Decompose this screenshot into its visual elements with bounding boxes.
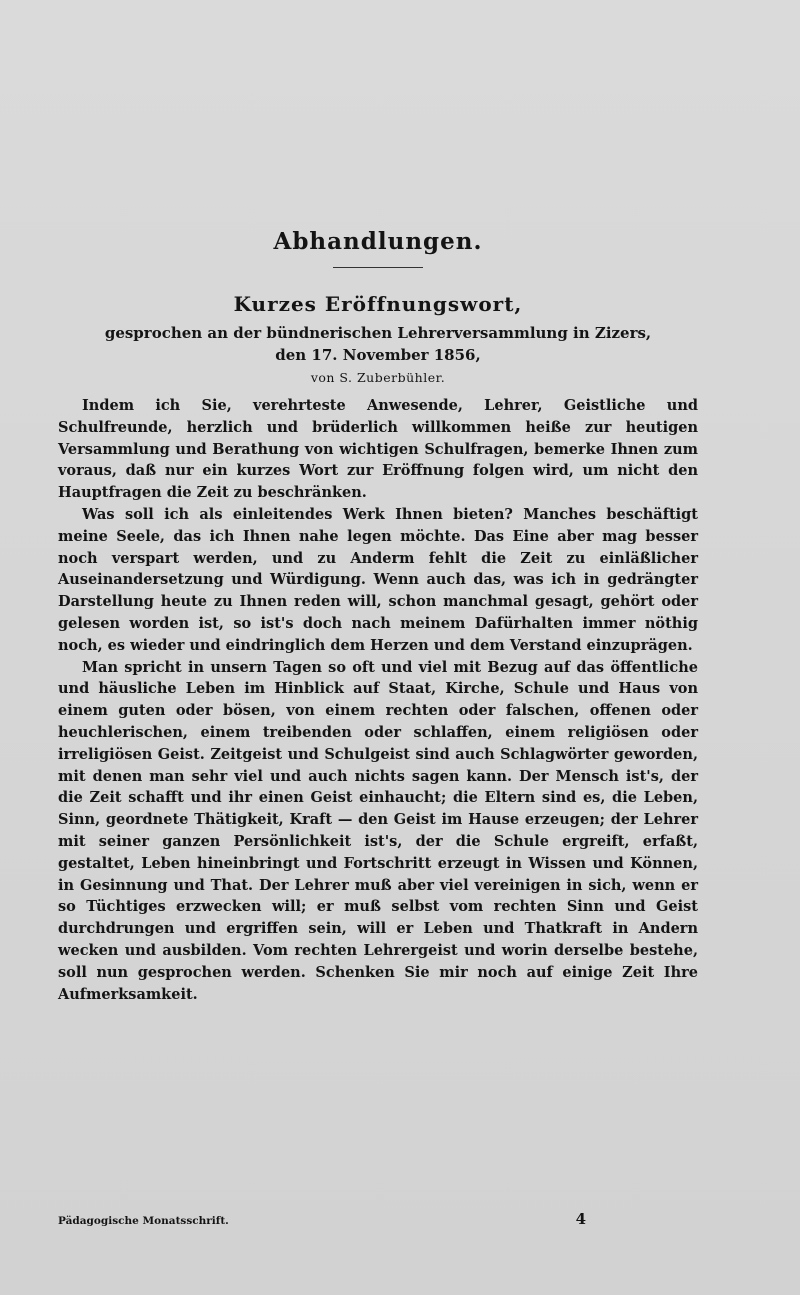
page-footer [58,1210,698,1228]
paragraph-3: Man spricht in unsern Tagen so oft und viel mit Bezug auf das öffentliche und häusliche Leben im Hinblick auf Staat, Kirche, Schule und Haus von einem guten oder bösen, von einem rechten oder falschen, offenen oder heuchlerischen, einem treibenden oder schlaffen, einem religiösen oder irreligiösen Geist. Zeitgeist und Schulgeist sind auch Schlagwörter geworden, mit denen man sehr viel und auch nichts sagen kann. Der Mensch ist's, der die Zeit schafft und ihr einen Geist einhaucht; die Eltern sind es, die Leben, Sinn, geordnete Thätigkeit, Kraft — den Geist im Hause erzeugen; der Lehrer mit seiner ganzen Persönlichkeit ist's, der die Schule ergreift, erfaßt, gestaltet, Leben hineinbringt und Fortschritt erzeugt in Wissen und Können, in Gesinnung und That. Der Lehrer muß aber viel vereinigen in sich, wenn er so Tüchtiges erzwecken will; er muß selbst vom rechten Sinn und Geist durchdrungen und ergriffen sein, will er Leben und Thatkraft in Andern wecken und ausbilden. Vom rechten Lehrergeist und worin derselbe bestehe, soll nun gesprochen werden. Schenken Sie mir noch auf einige Zeit Ihre Aufmerksamkeit. [58,658,698,1003]
journal-name: Pädagogische Monatsschrift. [58,1215,229,1227]
author-line: von S. Zuberbühler. [310,370,446,385]
title-rule [333,267,423,268]
paragraph-1: Indem ich Sie, verehrteste Anwesende, Lehrer, Geistliche und Schulfreunde, herzlich und brüderlich willkommen heiße zur heutigen Versammlung und Berathung von wichtigen Schulfragen, bemerke Ihnen zum voraus, daß nur ein kurzes Wort zur Eröffnung folgen wird, um nicht den Hauptfragen die Zeit zu beschränken. [58,397,698,502]
section-title: Abhandlungen. [273,228,483,255]
article [58,228,698,1005]
article-headline: Kurzes Eröffnungswort, [233,292,523,316]
paragraph-2: Was soll ich als einleitendes Werk Ihnen bieten? Manches beschäftigt meine Seele, das ich Ihnen nahe legen möchte. Das Eine aber mag besser noch verspart werden, und zu Anderm fehlt die Zeit zu einläßlicher Auseinandersetzung und Würdigung. Wenn auch das, was ich in gedrängter Darstellung heute zu Ihnen reden will, schon manchmal gesagt, gehört oder gelesen worden ist, so ist's doch nach meinem Dafürhalten immer nöthig noch, es wieder und eindringlich dem Herzen und dem Verstand einzuprägen. [58,505,698,654]
signature-mark: 4 [575,1210,586,1228]
subtitle-line-1: gesprochen an der bündnerischen Lehrerversammlung in Zizers, [104,324,652,342]
subtitle-line-2: den 17. November 1856, [275,346,481,364]
